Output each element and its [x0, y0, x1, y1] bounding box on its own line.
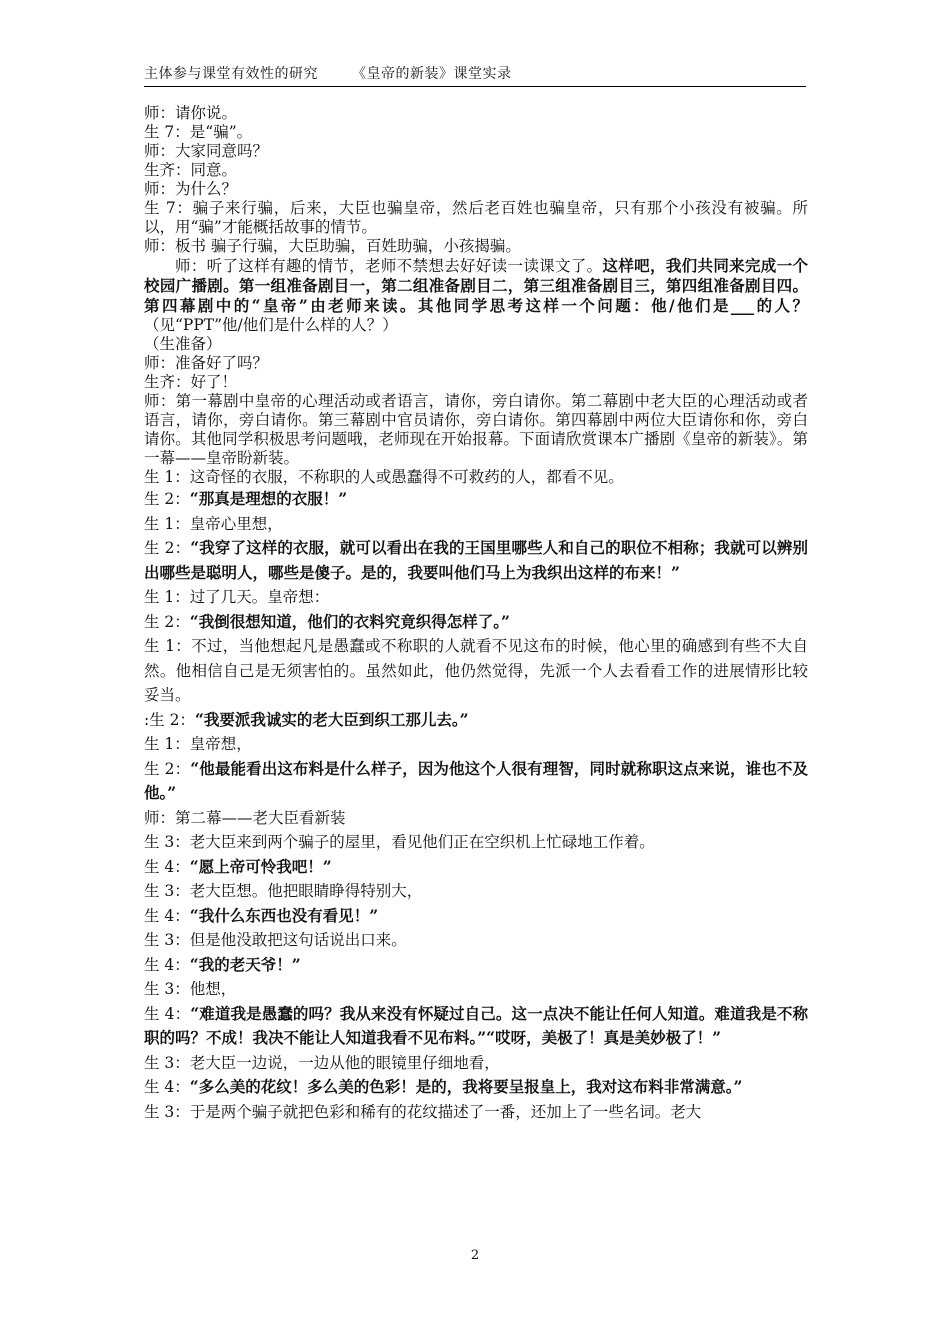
- transcript-line: [144, 1075, 808, 1100]
- speaker-label: 生 4：: [144, 857, 190, 876]
- running-header: [144, 64, 806, 87]
- speaker-label: 生 2：: [144, 612, 190, 631]
- transcript-line: [144, 585, 808, 610]
- line-text: 生 1：这奇怪的衣服，不称职的人或愚蠢得不可救药的人，都看不见。: [144, 468, 624, 486]
- spoken-line: “我要派我诚实的老大臣到织工那儿去。”: [195, 709, 469, 729]
- transcript-line: [144, 732, 808, 757]
- line-text: 生 3：但是他没敢把这句话说出口来。: [144, 931, 407, 949]
- page-number: 2: [470, 1248, 480, 1263]
- line-text: 生 3：老大臣来到两个骗子的屋里，看见他们正在空织机上忙碌地工作着。: [144, 833, 655, 851]
- transcript-line: [144, 373, 808, 392]
- spoken-line: “我穿了这样的衣服，就可以看出在我的王国里哪些人和自己的职位不相称；我就可以辨别出哪些是聪明人，哪些是傻子。是的，我要叫他们马上为我织出这样的布来！”: [144, 538, 808, 582]
- line-text: 师：第一幕剧中皇帝的心理活动或者语言，请你，旁白请你。第二幕剧中老大臣的心理活动或者语言，请你，旁白请你。第三幕剧中官员请你，旁白请你。第四幕剧中两位大臣请你和你，旁白请你。其他同学积极思考问题哦，老师现在开始报幕。下面请欣赏课本广播剧《皇帝的新装》。第一幕——皇帝盼新装。: [144, 392, 808, 467]
- header-left-text: 主体参与课堂有效性的研究: [144, 66, 318, 82]
- speaker-label: 生 2：: [144, 490, 190, 508]
- transcript-line: [144, 161, 808, 180]
- header-right-text: 《皇帝的新装》课堂实录: [352, 66, 512, 82]
- line-text: 生 1：皇帝心里想，: [144, 514, 283, 533]
- spoken-line: “那真是理想的衣服！”: [189, 489, 348, 508]
- spoken-line: “我倒很想知道，他们的衣料究竟织得怎样了。”: [189, 611, 510, 631]
- line-text: 师：大家同意吗？: [144, 142, 269, 160]
- transcript-line: [144, 1002, 808, 1051]
- line-text: 生 7：骗子来行骗，后来，大臣也骗皇帝，然后老百姓也骗皇帝，只有那个小孩没有被骗。所以，用“骗”才能概括故事的情节。: [144, 199, 808, 236]
- transcript-line: [144, 123, 808, 142]
- line-note: （见“PPT”他/他们是什么样的人？）: [144, 316, 398, 334]
- line-text: （生准备）: [144, 335, 222, 353]
- transcript-line: [144, 536, 808, 585]
- transcript-line: [144, 335, 808, 354]
- speaker-label: 生 2：: [144, 539, 191, 557]
- line-text: 生 7：是“骗”。: [144, 123, 253, 141]
- line-text: 生 1：不过，当他想起凡是愚蠢或不称职的人就看不见这布的时候，他心里的确感到有些不大自然。他相信自己是无须害怕的。虽然如此，他仍然觉得，先派一个人去看看工作的进展情形比较妥当。: [144, 637, 808, 704]
- transcript-line: [144, 104, 808, 123]
- transcript-line: [144, 757, 808, 806]
- speaker-label: :生 2：: [144, 710, 196, 729]
- line-text: 生 3：他想，: [144, 980, 237, 998]
- transcript-line: [144, 708, 808, 733]
- line-text: 师：请你说。: [144, 104, 238, 122]
- transcript-line: [144, 953, 808, 978]
- transcript-line: [144, 1051, 808, 1076]
- transcript-line: [144, 392, 808, 468]
- spoken-line: “我的老天爷！”: [189, 954, 301, 974]
- line-text: 生 1：过了几天。皇帝想：: [144, 588, 330, 606]
- speaker-label: 生 2：: [144, 759, 191, 778]
- line-text: 师：为什么？: [144, 180, 238, 198]
- transcript-line: [144, 1100, 808, 1125]
- transcript-line: [144, 610, 808, 635]
- line-text: 生 3：老大臣一边说，一边从他的眼镜里仔细地看，: [144, 1053, 500, 1072]
- line-text: 生 3：于是两个骗子就把色彩和稀有的花纹描述了一番，还加上了一些名词。老大: [144, 1102, 702, 1121]
- transcript-line: [144, 487, 808, 512]
- line-text: 师：准备好了吗？: [144, 354, 269, 372]
- transcript-line: [144, 142, 808, 161]
- line-text: 师：板书 骗子行骗，大臣助骗，百姓助骗，小孩揭骗。: [144, 237, 521, 255]
- speaker-label: 生 4：: [144, 1004, 191, 1023]
- line-text: 师：第二幕——老大臣看新装: [144, 808, 346, 827]
- transcript-line: [144, 855, 808, 880]
- transcript-line: [144, 354, 808, 373]
- speaker-label: 生 4：: [144, 906, 190, 925]
- transcript-line: [144, 928, 808, 953]
- line-text: 生齐：同意。: [144, 161, 238, 179]
- spoken-line: 这样吧，我们共同来完成一个校园广播剧。第一组准备剧目一，第二组准备剧目二，第三组准备剧目三，第四组准备剧目四。第四幕剧中的“皇帝”由老师来读。其他同学思考这样一个问题：他/他们是___的人？: [144, 256, 808, 315]
- transcript-line: [144, 199, 808, 237]
- transcript-line: [144, 806, 808, 831]
- transcript-line: [144, 634, 808, 708]
- line-text: 生 1：皇帝想，: [144, 735, 252, 753]
- transcript-line: [144, 977, 808, 1002]
- transcript-line: [144, 512, 808, 537]
- transcript-line: [144, 256, 808, 335]
- transcript-line: [144, 879, 808, 904]
- transcript-line: [144, 468, 808, 487]
- spoken-line: “多么美的花纹！多么美的色彩！是的，我将要呈报皇上，我对这布料非常满意。”: [189, 1077, 743, 1096]
- speaker-label: 生 4：: [144, 1078, 190, 1096]
- transcript-line: [144, 830, 808, 855]
- spoken-line: “愿上帝可怜我吧！”: [189, 856, 332, 876]
- spoken-line: “我什么东西也没有看见！”: [189, 905, 379, 925]
- transcript-line: [144, 904, 808, 929]
- speaker-label: 生 4：: [144, 955, 190, 974]
- transcript-line: [144, 237, 808, 256]
- line-text: 生齐：好了！: [144, 373, 238, 391]
- spoken-line: “难道我是愚蠢的吗？我从来没有怀疑过自己。这一点决不能让任何人知道。难道我是不称职的吗？不成！我决不能让人知道我看不见布料。”“哎呀，美极了！真是美妙极了！”: [144, 1003, 808, 1047]
- speaker-label: 师：听了这样有趣的情节，老师不禁想去好好读一读课文了。: [175, 257, 603, 275]
- line-text: 生 3：老大臣想。他把眼睛睁得特别大，: [144, 882, 423, 900]
- transcript-line: [144, 180, 808, 199]
- transcript-body: [144, 104, 808, 1124]
- spoken-line: “他最能看出这布料是什么样子，因为他这个人很有理智，同时就称职这点来说，谁也不及他。”: [144, 758, 808, 802]
